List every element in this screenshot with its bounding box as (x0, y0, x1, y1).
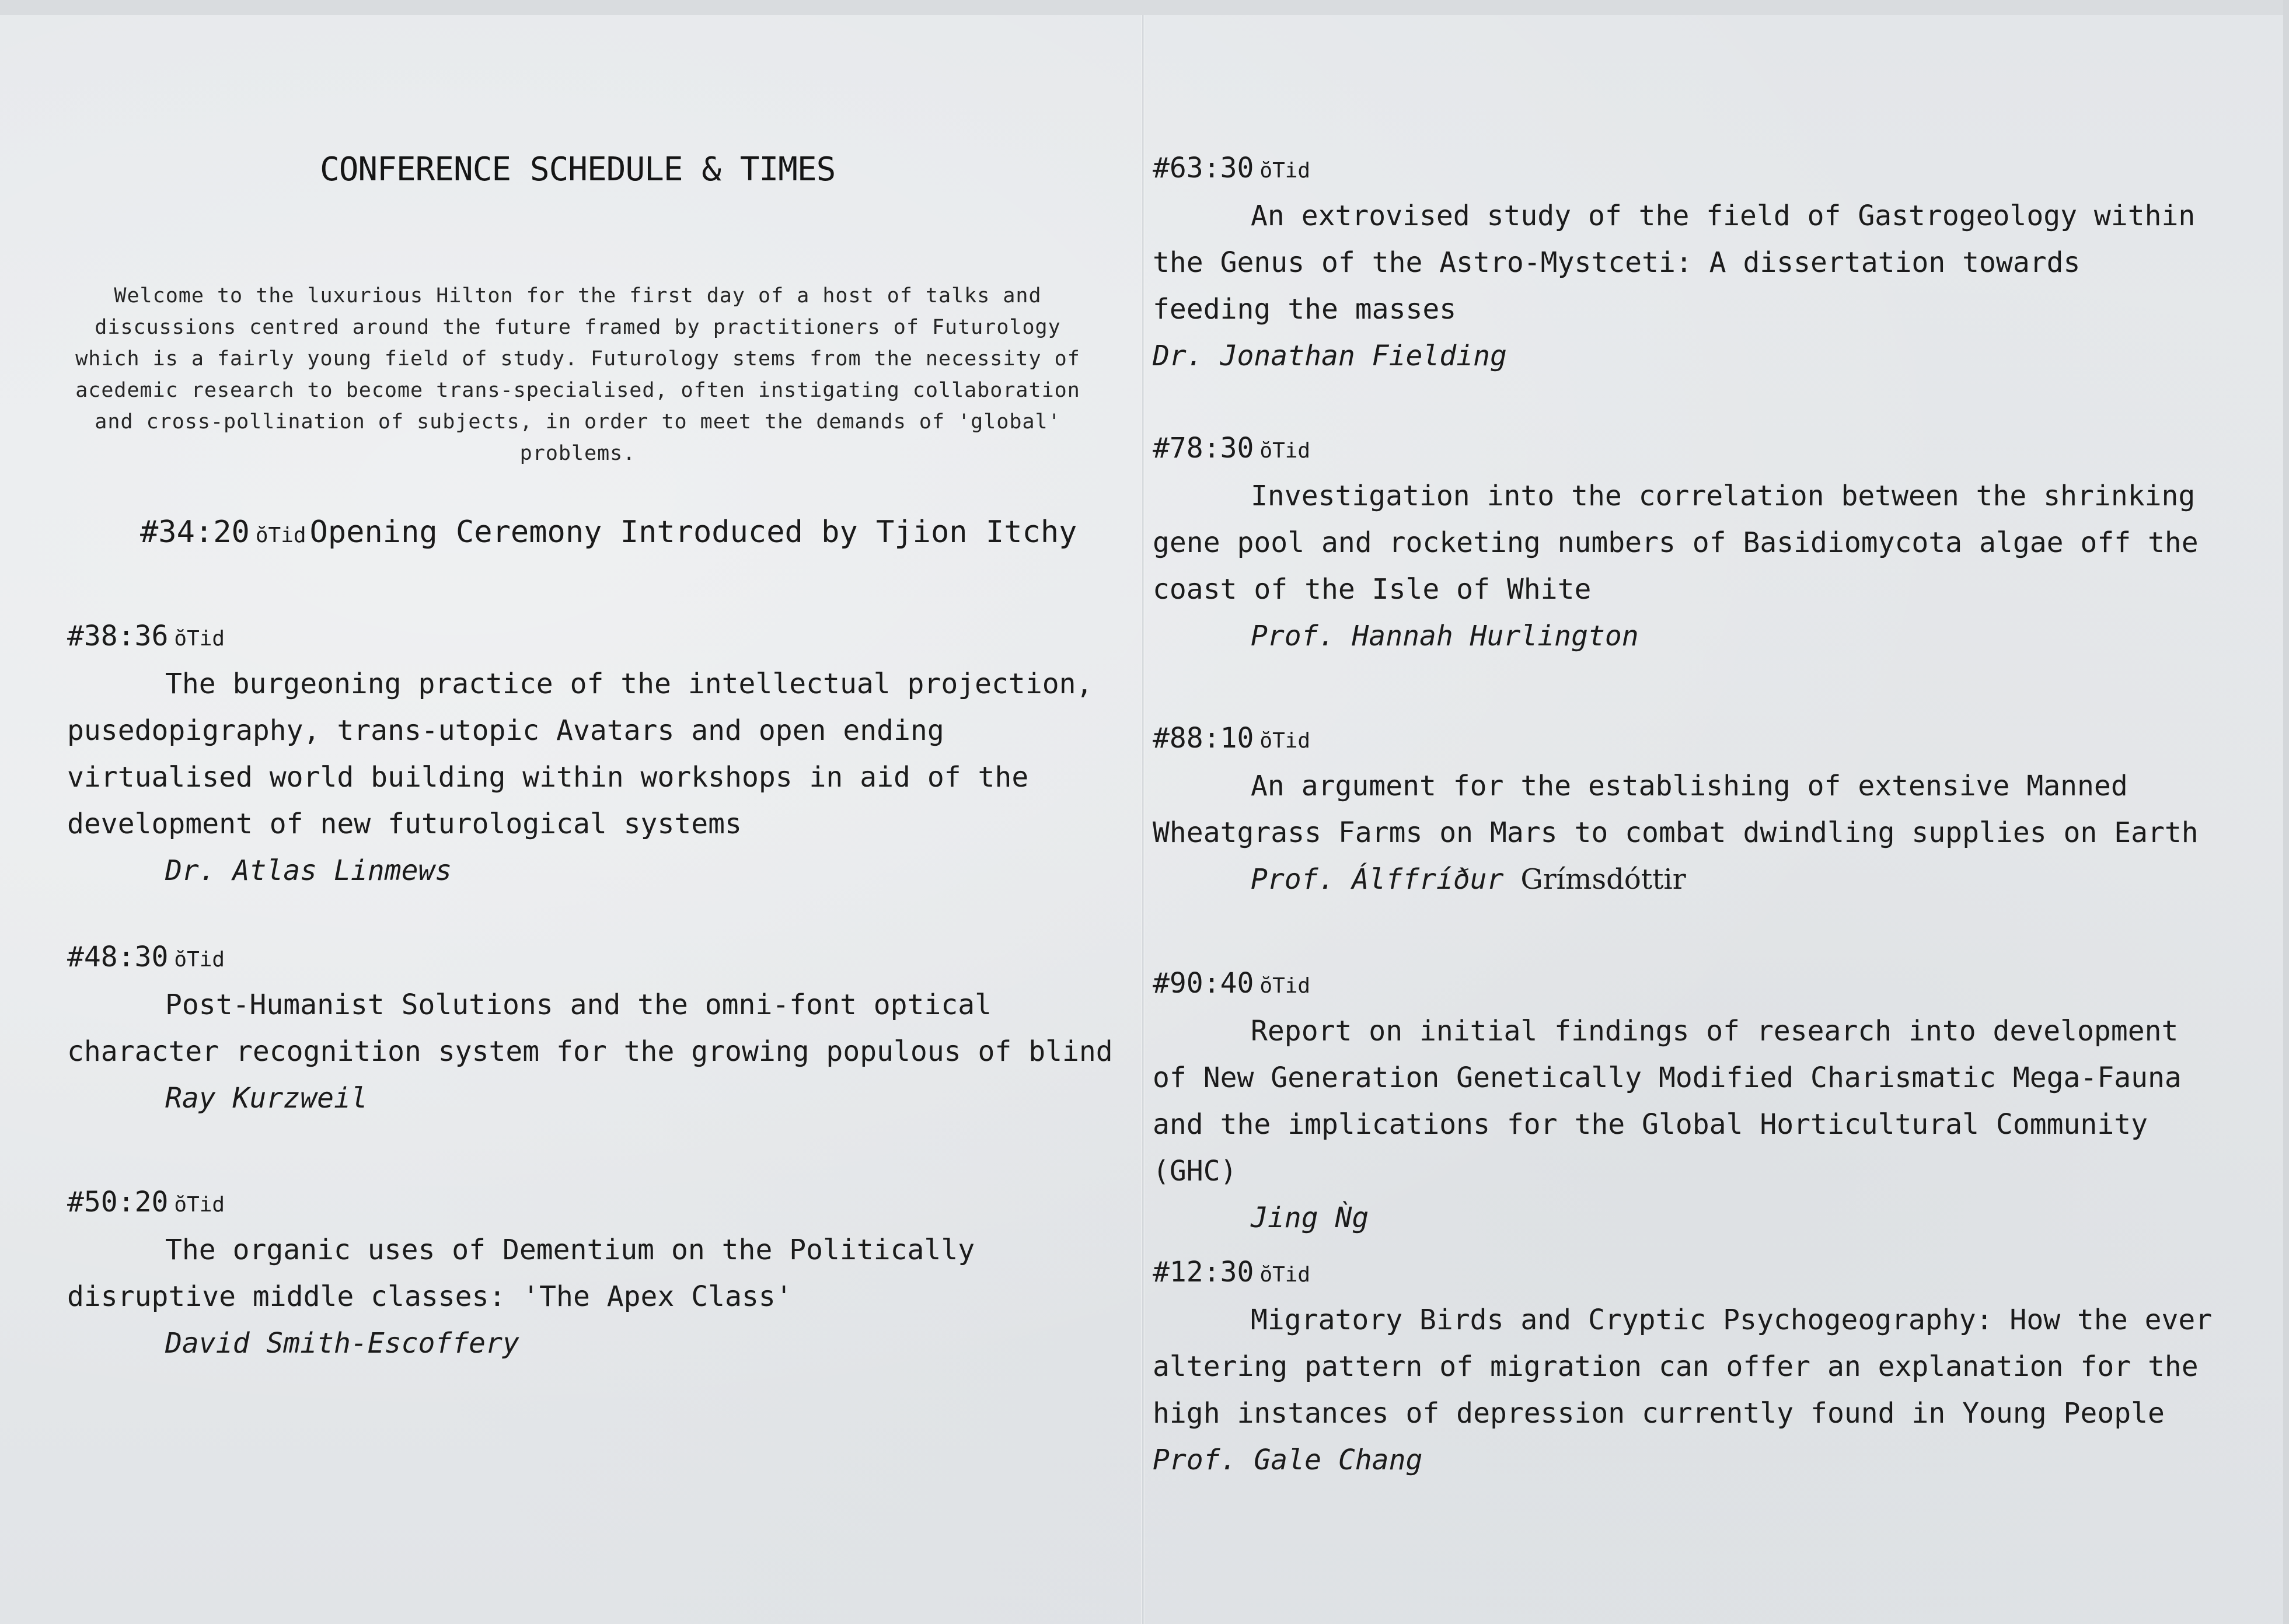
session-speaker: Prof. Hannah Hurlington (1251, 620, 1639, 652)
session-block (67, 937, 1129, 1122)
session-description: Investigation into the correlation between the shrinking gene pool and rocketing numbers of Basidiomycota algae off the coast of the Isle of White (1153, 480, 2199, 606)
scan-top-strip (0, 0, 2289, 15)
session-time: #12:30 ŏTid (1153, 1256, 1311, 1288)
session-block (1153, 428, 2215, 659)
center-fold (1141, 15, 1144, 1624)
session-time: #48:30 ŏTid (67, 941, 225, 973)
session-description: The burgeoning practice of the intellectual projection, pusedopigraphy, trans-utopic Avatars and open ending virtualised world building within workshops in aid of the development of new futurological systems (67, 668, 1093, 840)
intro-paragraph: Welcome to the luxurious Hilton for the first day of a host of talks and discussions centred around the future framed by practitioners of Futurology which is a fairly young field of study. Futurology stems from the necessity of acedemic research to become trans-specialised, often instigating collaboration and cross-pollination of subjects, in order to meet the demands of 'global' problems. (75, 284, 1080, 465)
session-speaker: Dr. Atlas Linmews (165, 854, 452, 887)
scan-right-edge (2283, 0, 2289, 1624)
session-time: #38:36 ŏTid (67, 620, 225, 652)
session-description: Migratory Birds and Cryptic Psychogeography: How the ever altering pattern of migration can offer an explanation for the high instances of depression currently found in Young People (1153, 1304, 2213, 1430)
session-time: #63:30 ŏTid (1153, 152, 1311, 184)
page-title: CONFERENCE SCHEDULE & TIMES (320, 151, 836, 188)
speaker-surname: Grímsdóttir (1520, 863, 1686, 896)
session-speaker: Prof. Álffríður Grímsdóttir (1251, 863, 1686, 896)
session-time: #88:10 ŏTid (1153, 722, 1311, 755)
session-description: Post-Humanist Solutions and the omni-font optical character recognition system for the growing populous of blind (67, 989, 1113, 1068)
session-block (1153, 148, 2215, 379)
session-block (67, 616, 1129, 894)
session-block (1153, 718, 2215, 903)
session-speaker: David Smith-Escoffery (165, 1327, 519, 1360)
session-block (1153, 1252, 2215, 1483)
session-description: An extrovised study of the field of Gastrogeology within the Genus of the Astro-Mystceti: A dissertation towards feeding the masses (1153, 200, 2196, 326)
session-time: #78:30 ŏTid (1153, 432, 1311, 465)
opening-ceremony (140, 515, 1077, 550)
session-description: The organic uses of Dementium on the Politically disruptive middle classes: 'The Apex Class' (67, 1234, 975, 1313)
session-time: #50:20 ŏTid (67, 1186, 225, 1218)
opening-unit: ŏTid (255, 523, 306, 547)
session-time: #90:40 ŏTid (1153, 967, 1311, 1000)
opening-text: Opening Ceremony Introduced by Tjion Itchy (309, 515, 1077, 550)
session-description: An argument for the establishing of extensive Manned Wheatgrass Farms on Mars to combat dwindling supplies on Earth (1153, 770, 2199, 849)
session-speaker: Prof. Gale Chang (1153, 1444, 1423, 1476)
session-block (67, 1182, 1129, 1367)
session-speaker: Jing Ǹg (1251, 1202, 1369, 1234)
session-speaker: Ray Kurzweil (165, 1082, 368, 1115)
session-block (1153, 963, 2215, 1241)
session-description: Report on initial findings of research into development of New Generation Genetically Modified Charismatic Mega-Fauna and the implications for the Global Horticultural Community (GHC) (1153, 1015, 2182, 1188)
opening-time: #34:20 (140, 515, 250, 550)
session-speaker: Dr. Jonathan Fielding (1153, 340, 1507, 372)
